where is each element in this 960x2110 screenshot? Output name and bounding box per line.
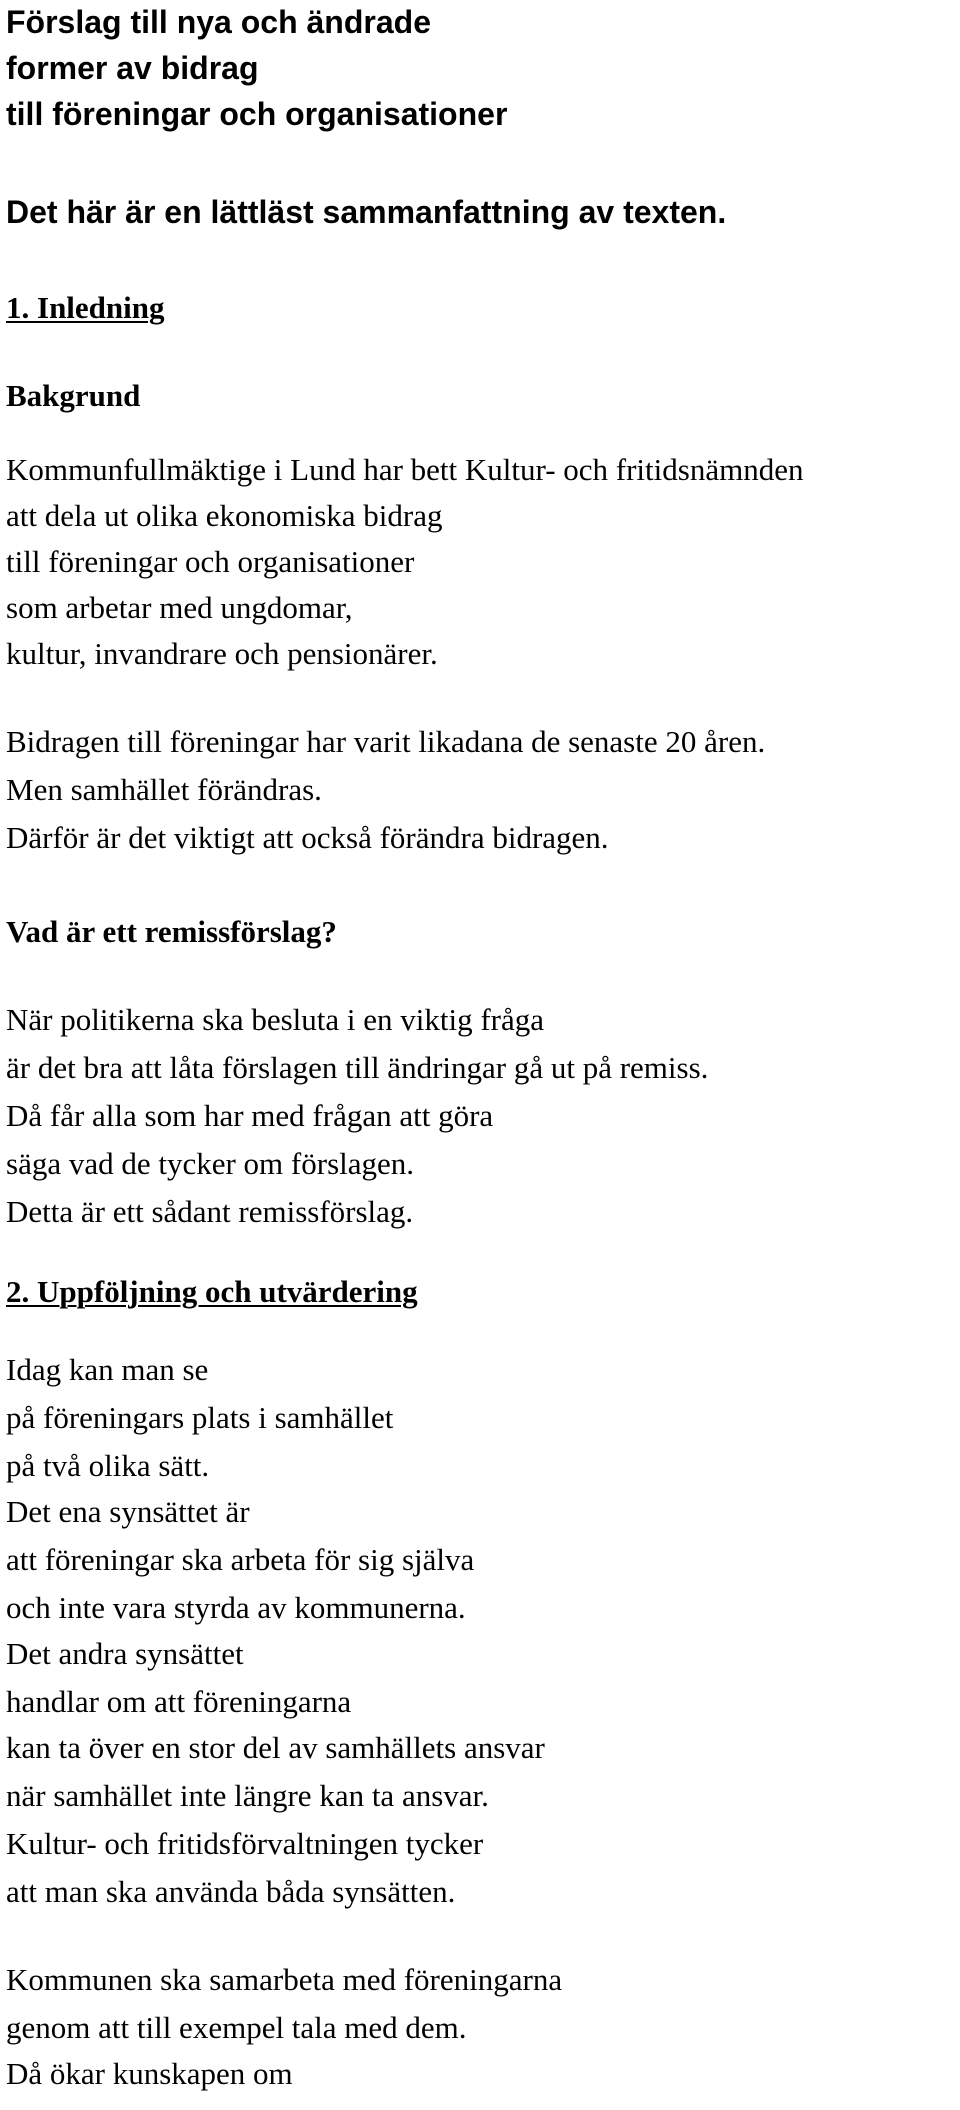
paragraph-line: att föreningar ska arbeta för sig själva <box>6 1542 475 1577</box>
paragraph-line: Det ena synsättet är <box>6 1494 250 1529</box>
summary-note: Det här är en lättläst sammanfattning av texten. <box>6 194 727 230</box>
paragraph-line: Kommunen ska samarbeta med föreningarna <box>6 1962 563 1997</box>
subheading-bakgrund: Bakgrund <box>6 378 141 413</box>
paragraph-line: och inte vara styrda av kommunerna. <box>6 1590 466 1625</box>
paragraph-line: Detta är ett sådant remissförslag. <box>6 1194 414 1229</box>
paragraph-line: är det bra att låta förslagen till ändringar gå ut på remiss. <box>6 1050 709 1085</box>
paragraph-line: Kommunfullmäktige i Lund har bett Kultur- och fritidsnämnden <box>6 452 804 487</box>
paragraph-line: Kultur- och fritidsförvaltningen tycker <box>6 1826 484 1861</box>
document-title-line-3: till föreningar och organisationer <box>6 96 508 132</box>
paragraph-line: på föreningars plats i samhället <box>6 1400 394 1435</box>
section-1-heading: 1. Inledning <box>6 290 165 325</box>
paragraph-line: Bidragen till föreningar har varit likadana de senaste 20 åren. <box>6 724 766 759</box>
paragraph-line: säga vad de tycker om förslagen. <box>6 1146 415 1181</box>
paragraph-line: Då får alla som har med frågan att göra <box>6 1098 494 1133</box>
paragraph-line: kan ta över en stor del av samhällets ansvar <box>6 1730 545 1765</box>
document-title-line-2: former av bidrag <box>6 50 259 86</box>
paragraph-line: att man ska använda båda synsätten. <box>6 1874 456 1909</box>
section-2-heading: 2. Uppföljning och utvärdering <box>6 1274 418 1309</box>
paragraph-line: genom att till exempel tala med dem. <box>6 2010 467 2045</box>
paragraph-line: på två olika sätt. <box>6 1448 210 1483</box>
paragraph-line: att dela ut olika ekonomiska bidrag <box>6 498 443 533</box>
paragraph-line: Därför är det viktigt att också förändra bidragen. <box>6 820 609 855</box>
subheading-remissforslag: Vad är ett remissförslag? <box>6 914 337 949</box>
paragraph-line: Idag kan man se <box>6 1352 209 1387</box>
paragraph-line: till föreningar och organisationer <box>6 544 415 579</box>
paragraph-line: som arbetar med ungdomar, <box>6 590 353 625</box>
paragraph-line: Men samhället förändras. <box>6 772 322 807</box>
paragraph-line: när samhället inte längre kan ta ansvar. <box>6 1778 489 1813</box>
document-title-line-1: Förslag till nya och ändrade <box>6 4 431 40</box>
paragraph-line: Det andra synsättet <box>6 1636 244 1671</box>
paragraph-line: handlar om att föreningarna <box>6 1684 352 1719</box>
paragraph-line: kultur, invandrare och pensionärer. <box>6 636 438 671</box>
paragraph-line: När politikerna ska besluta i en viktig fråga <box>6 1002 545 1037</box>
paragraph-line: Då ökar kunskapen om <box>6 2056 293 2091</box>
